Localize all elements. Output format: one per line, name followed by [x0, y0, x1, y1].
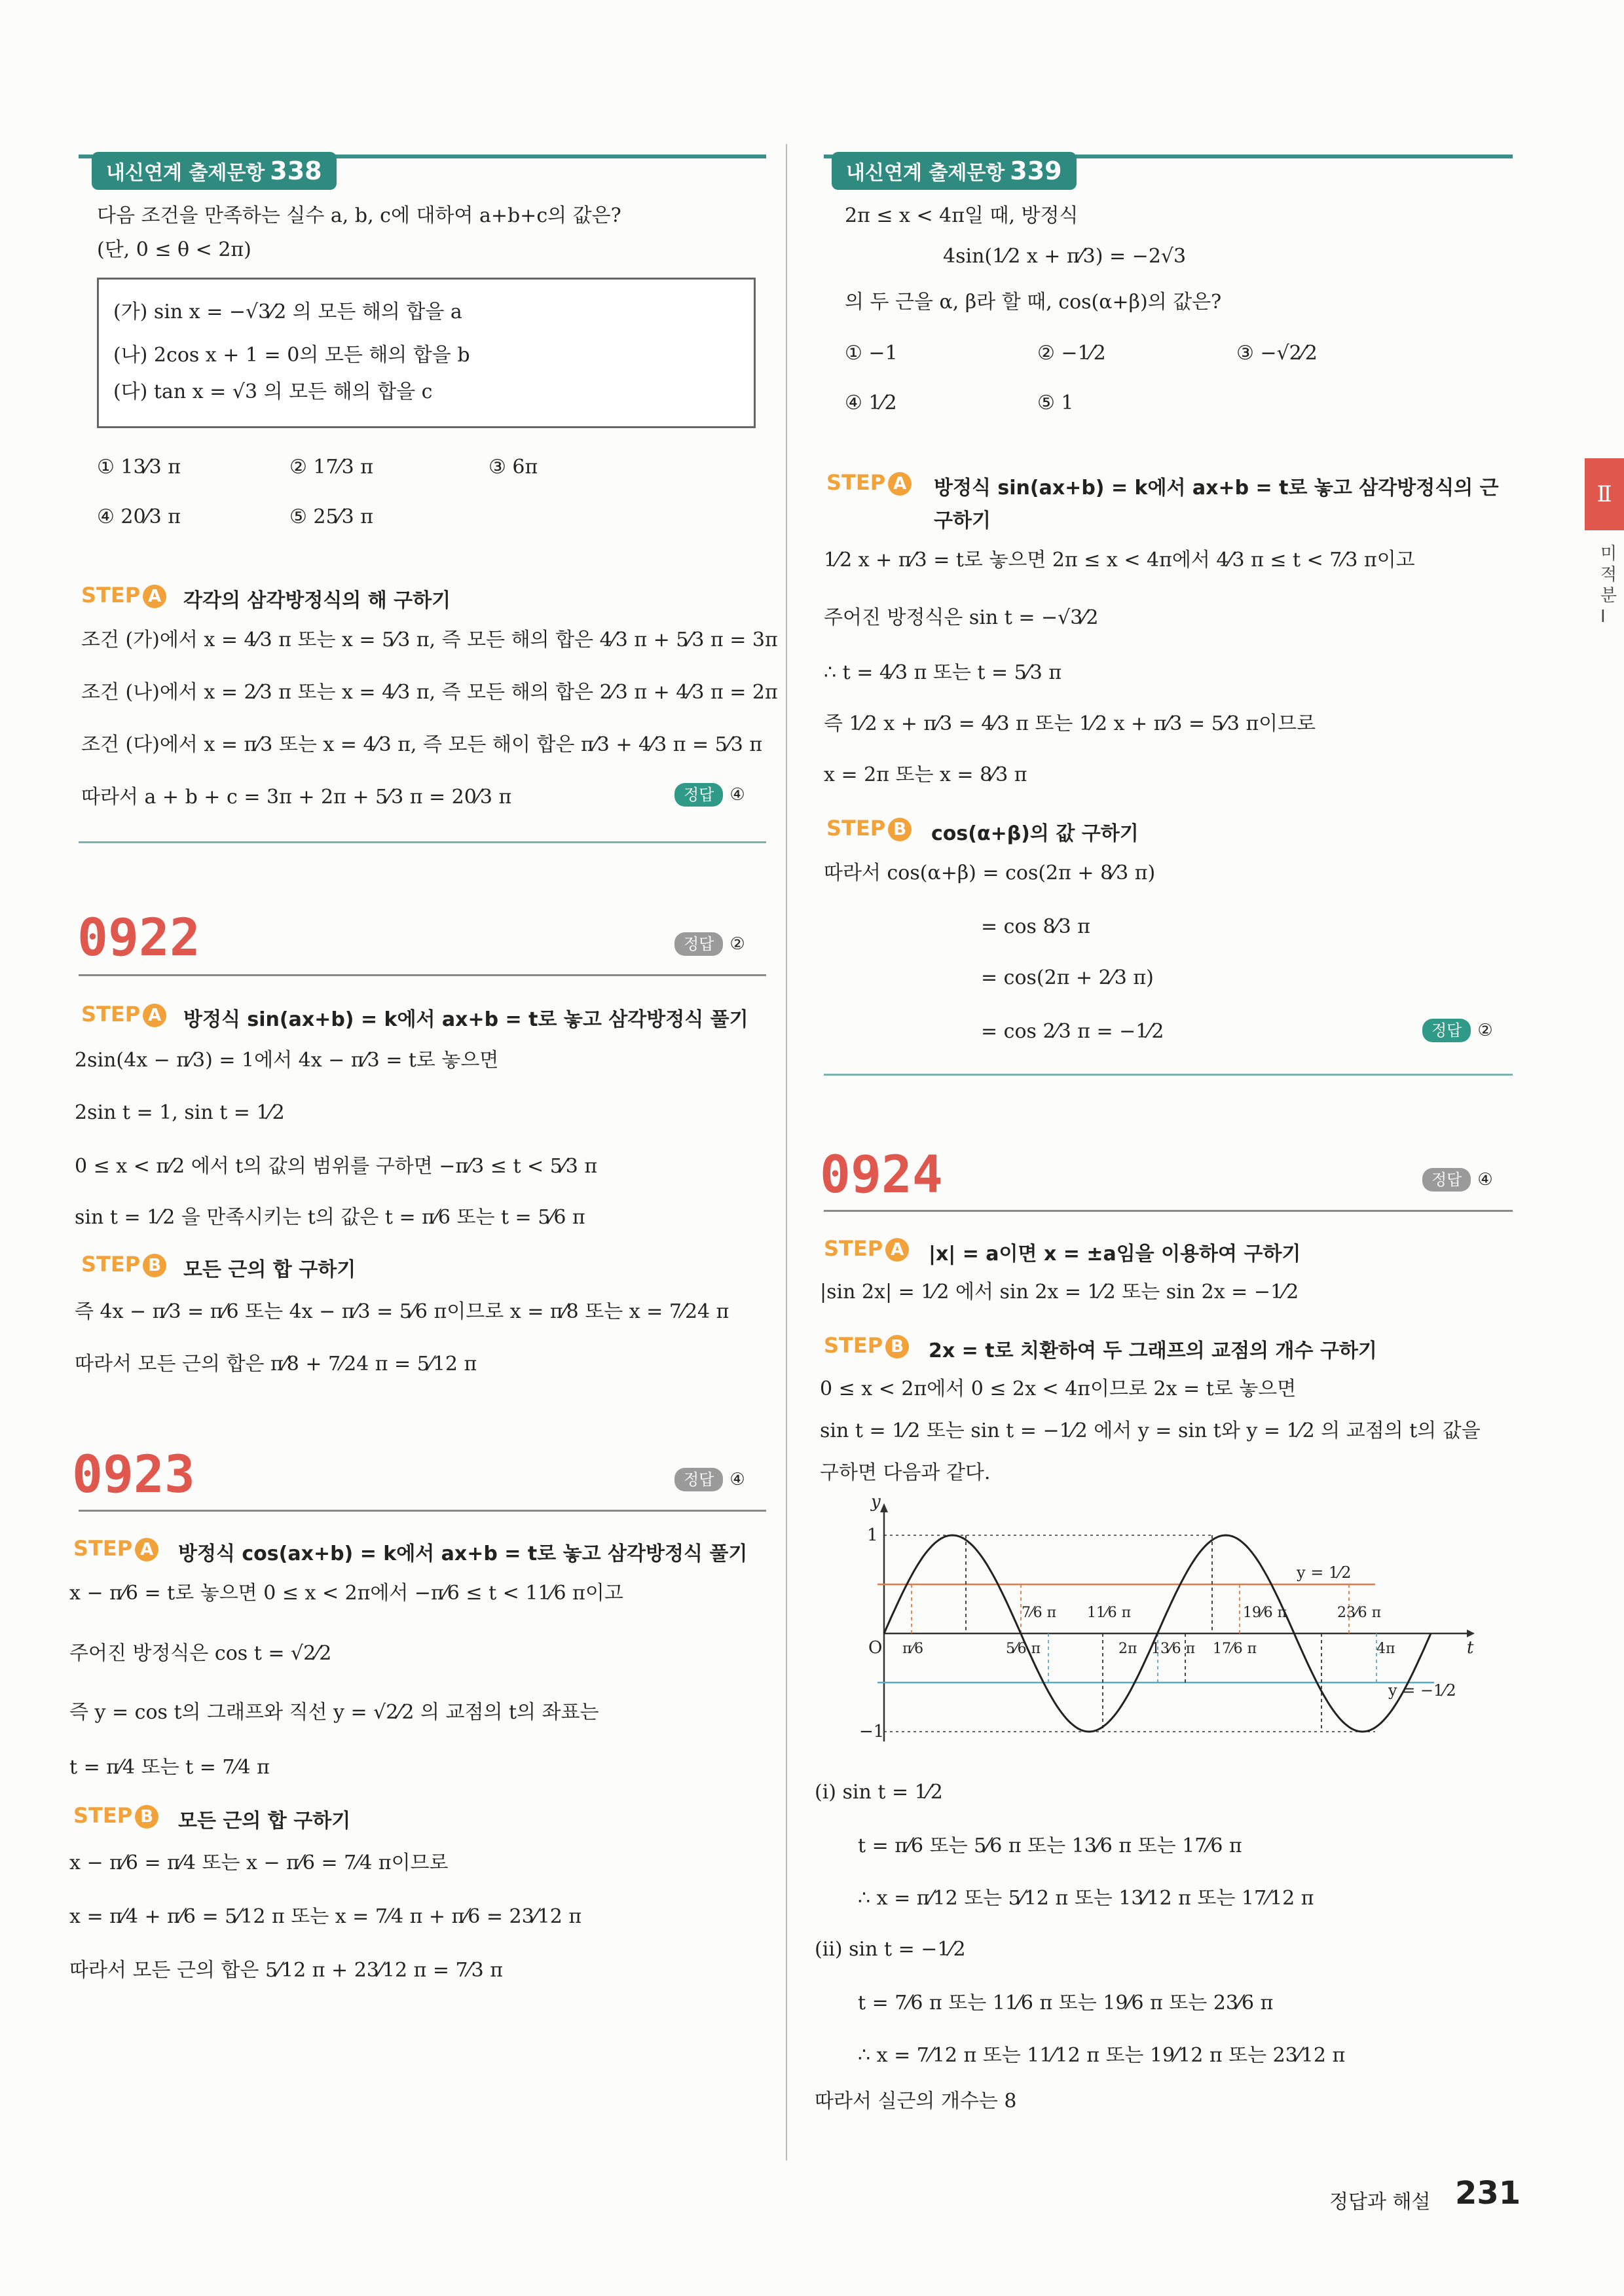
solution-line: 따라서 모든 근의 합은 π⁄8 + 7⁄24 π = 5⁄12 π	[75, 1353, 477, 1376]
t-tick: 5⁄6 π	[1006, 1641, 1041, 1657]
solution-line: 0 ≤ x < 2π에서 0 ≤ 2x < 4π이므로 2x = t로 놓으면	[820, 1377, 1297, 1400]
number-underline	[824, 1210, 1513, 1212]
t-tick: 11⁄6 π	[1087, 1605, 1132, 1621]
choice-4[interactable]: ④ 20⁄3 π	[97, 505, 181, 528]
answer-0922: 정답 ②	[674, 932, 745, 956]
solution-line: |sin 2x| = 1⁄2 에서 sin 2x = 1⁄2 또는 sin 2x = −1⁄2	[820, 1281, 1299, 1303]
t-tick: 4π	[1376, 1641, 1395, 1657]
number-underline	[79, 1510, 766, 1512]
solution-line: t = π⁄4 또는 t = 7⁄4 π	[69, 1756, 270, 1779]
choice-2[interactable]: ② 17⁄3 π	[289, 456, 373, 479]
solution-line: = cos 8⁄3 π	[981, 915, 1090, 938]
problem-number-0922: 0922	[77, 909, 200, 968]
y-axis-label: y	[871, 1493, 881, 1512]
condition-2: (나) 2cos x + 1 = 0의 모든 해의 합을 b	[113, 344, 470, 367]
step-b-tag: STEP B	[826, 816, 912, 841]
t-tick: 2π	[1118, 1641, 1137, 1657]
problem-badge-338	[92, 152, 337, 190]
solution-line: 2sin(4x − π⁄3) = 1에서 4x − π⁄3 = t로 놓으면	[75, 1049, 499, 1072]
solution-line: 따라서 실근의 개수는 8	[815, 2090, 1017, 2113]
line-label-neghalf: y = −1⁄2	[1388, 1681, 1456, 1700]
solution-line: x = 2π 또는 x = 8⁄3 π	[824, 763, 1027, 786]
step-a-tag: STEP A	[826, 470, 912, 496]
step-b-tag: STEP B	[81, 1252, 166, 1277]
t-axis-label: t	[1467, 1638, 1474, 1658]
step-b-title: 모든 근의 합 구하기	[178, 1810, 351, 1832]
page-number: 231	[1455, 2175, 1521, 2212]
answer-338: 정답 ④	[674, 783, 745, 807]
step-a-title: 각각의 삼각방정식의 해 구하기	[183, 589, 451, 612]
solution-line: 2sin t = 1, sin t = 1⁄2	[75, 1101, 285, 1124]
t-tick: 17⁄6 π	[1213, 1641, 1257, 1657]
badge-prefix: 내신연계 출제문항	[106, 162, 265, 185]
choice-1[interactable]: ① −1	[845, 342, 898, 365]
choice-5[interactable]: ⑤ 1	[1037, 392, 1074, 414]
solution-line: 조건 (가)에서 x = 4⁄3 π 또는 x = 5⁄3 π, 즉 모든 해의 합은 4⁄3 π + 5⁄3 π = 3π	[81, 629, 778, 651]
badge-number: 338	[270, 156, 322, 185]
choice-5[interactable]: ⑤ 25⁄3 π	[289, 505, 373, 528]
solution-line: 구하면 다음과 같다.	[820, 1461, 991, 1484]
solution-line: 즉 4x − π⁄3 = π⁄6 또는 4x − π⁄3 = 5⁄6 π이므로 x = π⁄8 또는 x = 7⁄24 π	[75, 1300, 729, 1323]
choice-3[interactable]: ③ −√2⁄2	[1236, 342, 1318, 365]
case-1-x: ∴ x = π⁄12 또는 5⁄12 π 또는 13⁄12 π 또는 17⁄12 π	[858, 1887, 1314, 1910]
step-a-tag: STEP A	[824, 1236, 909, 1262]
sine-graph	[845, 1493, 1480, 1755]
question-equation: 4sin(1⁄2 x + π⁄3) = −2√3	[943, 245, 1187, 268]
problem-number-0924: 0924	[820, 1146, 943, 1205]
step-b-title: 모든 근의 합 구하기	[183, 1258, 356, 1281]
section-divider	[824, 1074, 1513, 1076]
solution-line: 즉 1⁄2 x + π⁄3 = 4⁄3 π 또는 1⁄2 x + π⁄3 = 5⁄3 π이므로	[824, 712, 1316, 735]
question-text: 의 두 근을 α, β라 할 때, cos(α+β)의 값은?	[845, 291, 1222, 314]
solution-line: 조건 (나)에서 x = 2⁄3 π 또는 x = 4⁄3 π, 즉 모든 해의 합은 2⁄3 π + 4⁄3 π = 2π	[81, 681, 778, 704]
section-divider	[79, 841, 766, 843]
problem-badge-339	[832, 152, 1077, 190]
solution-line: sin t = 1⁄2 을 만족시키는 t의 값은 t = π⁄6 또는 t = 5⁄6 π	[75, 1206, 585, 1229]
solution-line: 1⁄2 x + π⁄3 = t로 놓으면 2π ≤ x < 4π에서 4⁄3 π ≤ t < 7⁄3 π이고	[824, 549, 1415, 572]
footer-label: 정답과 해설	[1329, 2191, 1431, 2214]
case-1-roots: t = π⁄6 또는 5⁄6 π 또는 13⁄6 π 또는 17⁄6 π	[858, 1834, 1242, 1857]
solution-line: 0 ≤ x < π⁄2 에서 t의 값의 범위를 구하면 −π⁄3 ≤ t < 5⁄3 π	[75, 1155, 598, 1178]
answer-0923: 정답 ④	[674, 1468, 745, 1491]
column-divider	[786, 144, 787, 2160]
condition-3: (다) tan x = √3 의 모든 해의 합을 c	[113, 380, 433, 403]
t-tick: π⁄6	[902, 1641, 924, 1657]
problem-number-0923: 0923	[72, 1446, 195, 1504]
solution-line: 따라서 a + b + c = 3π + 2π + 5⁄3 π = 20⁄3 π	[81, 786, 512, 809]
step-b-tag: STEP B	[73, 1803, 158, 1829]
answer-0924: 정답 ④	[1422, 1168, 1493, 1192]
t-tick: 13⁄6 π	[1151, 1641, 1196, 1657]
solution-line: x − π⁄6 = t로 놓으면 0 ≤ x < 2π에서 −π⁄6 ≤ t < 11⁄6 π이고	[69, 1582, 623, 1605]
condition-1: (가) sin x = −√3⁄2 의 모든 해의 합을 a	[113, 301, 462, 323]
solution-line: 주어진 방정식은 sin t = −√3⁄2	[824, 606, 1099, 629]
case-2: (ⅱ) sin t = −1⁄2	[815, 1938, 966, 1961]
case-2-x: ∴ x = 7⁄12 π 또는 11⁄12 π 또는 19⁄12 π 또는 23⁄12 π	[858, 2044, 1346, 2067]
step-a-title: 방정식 sin(ax+b) = k에서 ax+b = t로 놓고 삼각방정식 풀기	[183, 1008, 748, 1031]
solution-line: 따라서 cos(α+β) = cos(2π + 8⁄3 π)	[824, 862, 1156, 884]
choice-4[interactable]: ④ 1⁄2	[845, 392, 897, 414]
solution-line: = cos(2π + 2⁄3 π)	[981, 966, 1154, 989]
solution-line: 주어진 방정식은 cos t = √2⁄2	[69, 1642, 332, 1665]
solution-line: x − π⁄6 = π⁄4 또는 x − π⁄6 = 7⁄4 π이므로	[69, 1851, 449, 1874]
chapter-tab[interactable]	[1585, 458, 1624, 530]
choice-3[interactable]: ③ 6π	[489, 456, 538, 479]
answer-339: 정답 ②	[1422, 1019, 1493, 1042]
step-a-tag: STEP A	[81, 1002, 166, 1027]
solution-line: ∴ t = 4⁄3 π 또는 t = 5⁄3 π	[824, 661, 1062, 684]
question-condition: (단, 0 ≤ θ < 2π)	[97, 238, 251, 261]
question-text: 다음 조건을 만족하는 실수 a, b, c에 대하여 a+b+c의 값은?	[97, 204, 621, 227]
badge-prefix: 내신연계 출제문항	[846, 162, 1005, 185]
solution-line: 즉 y = cos t의 그래프와 직선 y = √2⁄2 의 교점의 t의 좌표는	[69, 1701, 599, 1724]
y-tick-neg1: −1	[859, 1722, 885, 1741]
step-a-tag: STEP A	[81, 583, 166, 608]
badge-number: 339	[1010, 156, 1062, 185]
line-label-half: y = 1⁄2	[1297, 1563, 1352, 1582]
solution-line: sin t = 1⁄2 또는 sin t = −1⁄2 에서 y = sin t와 y = 1⁄2 의 교점의 t의 값을	[820, 1419, 1481, 1442]
step-a-title: |x| = a이면 x = ±a임을 이용하여 구하기	[929, 1243, 1301, 1266]
step-a-title-cont: 구하기	[934, 509, 991, 532]
case-2-roots: t = 7⁄6 π 또는 11⁄6 π 또는 19⁄6 π 또는 23⁄6 π	[858, 1992, 1274, 2014]
step-b-title: 2x = t로 치환하여 두 그래프의 교점의 개수 구하기	[929, 1339, 1377, 1362]
solution-line: 조건 (다)에서 x = π⁄3 또는 x = 4⁄3 π, 즉 모든 해이 합은 π⁄3 + 4⁄3 π = 5⁄3 π	[81, 733, 763, 756]
question-text: 2π ≤ x < 4π일 때, 방정식	[845, 204, 1079, 227]
step-a-title: 방정식 sin(ax+b) = k에서 ax+b = t로 놓고 삼각방정식의 근	[934, 477, 1499, 500]
t-tick: 19⁄6 π	[1243, 1605, 1287, 1621]
solution-line: x = π⁄4 + π⁄6 = 5⁄12 π 또는 x = 7⁄4 π + π⁄6 = 23⁄12 π	[69, 1905, 582, 1928]
case-1: (ⅰ) sin t = 1⁄2	[815, 1781, 943, 1804]
solution-line: = cos 2⁄3 π = −1⁄2	[981, 1020, 1164, 1043]
solution-line: 따라서 모든 근의 합은 5⁄12 π + 23⁄12 π = 7⁄3 π	[69, 1959, 503, 1982]
origin-label: O	[868, 1638, 883, 1658]
choice-2[interactable]: ② −1⁄2	[1037, 342, 1106, 365]
step-a-tag: STEP A	[73, 1536, 158, 1561]
step-b-tag: STEP B	[824, 1333, 909, 1358]
choice-1[interactable]: ① 13⁄3 π	[97, 456, 181, 479]
chapter-vertical-label: 미 적 분 Ⅰ	[1600, 544, 1617, 627]
y-tick-1: 1	[867, 1525, 878, 1545]
chapter-tab-label: Ⅱ	[1596, 481, 1612, 507]
step-a-title: 방정식 cos(ax+b) = k에서 ax+b = t로 놓고 삼각방정식 풀기	[178, 1542, 748, 1565]
number-underline	[79, 974, 766, 976]
t-tick: 23⁄6 π	[1337, 1605, 1382, 1621]
t-tick: 7⁄6 π	[1022, 1605, 1057, 1621]
condition-box	[97, 278, 756, 428]
step-b-title: cos(α+β)의 값 구하기	[931, 822, 1139, 845]
